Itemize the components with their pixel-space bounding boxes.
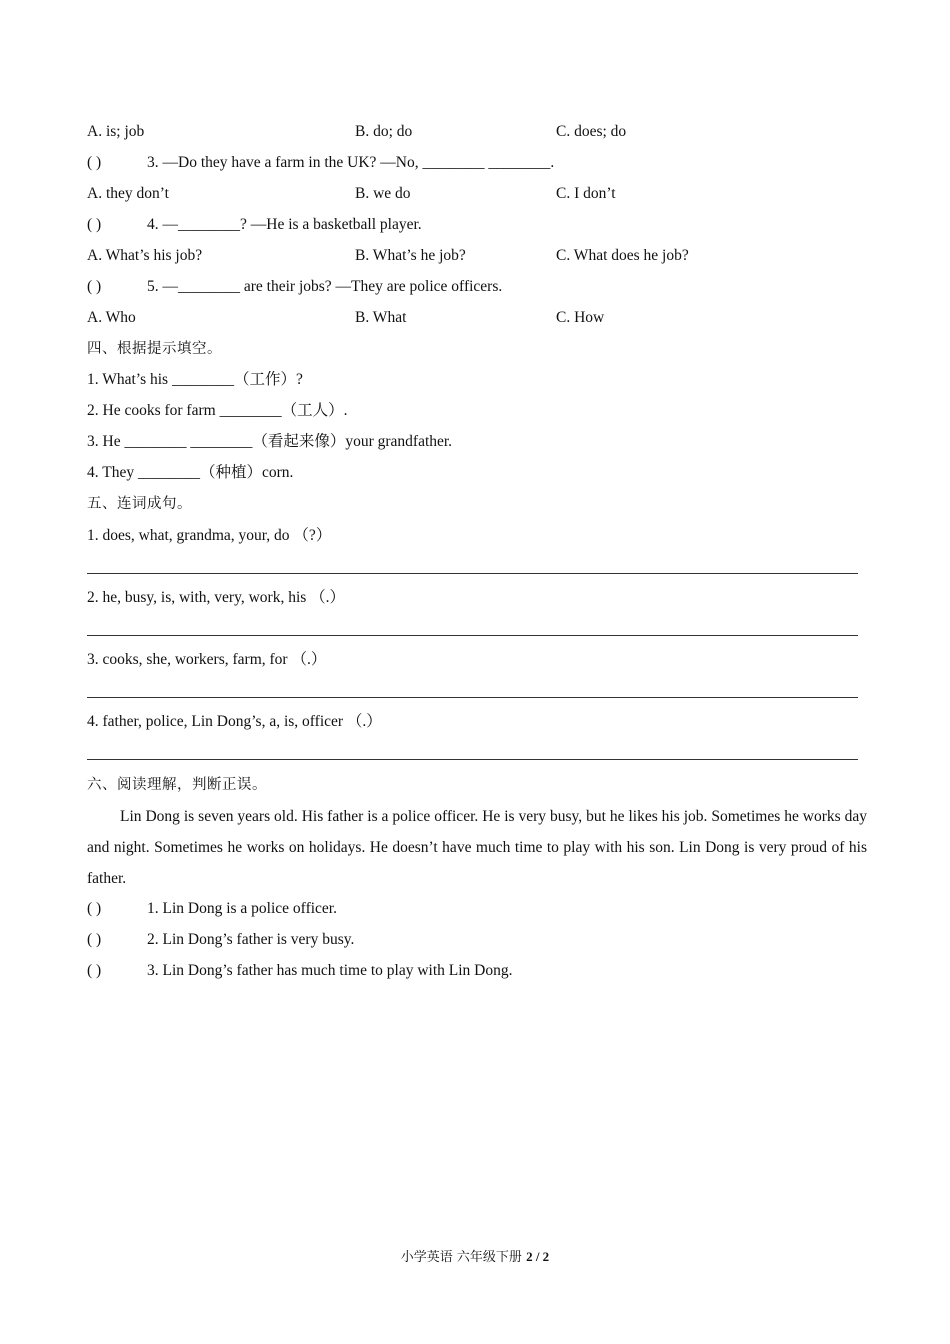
answer-bracket[interactable]: ( ) — [87, 962, 102, 979]
judgement-1 — [87, 899, 337, 919]
q5-option-c: C. How — [556, 309, 605, 326]
q2-option-a: A. is; job — [87, 123, 145, 140]
q4-option-a: A. What’s his job? — [87, 247, 203, 264]
q4-option-b: B. What’s he job? — [355, 247, 466, 264]
sentence-item-4: 4. father, police, Lin Dong’s, a, is, officer （.） — [87, 713, 382, 730]
q5-option-a: A. Who — [87, 309, 136, 326]
answer-bracket[interactable]: ( ) — [87, 931, 102, 948]
answer-line-4[interactable] — [87, 759, 858, 760]
reading-passage-text: Lin Dong is seven years old. His father is a police officer. He is very busy, but he likes his job. Sometimes he works day and night. Sometimes he works on holidays. He doesn’t have much time to play with his son. Lin Dong is very proud of his father. — [87, 808, 867, 887]
q5-option-b: B. What — [355, 309, 407, 326]
q2-option-c: C. does; do — [556, 123, 627, 140]
q3-option-a: A. they don’t — [87, 185, 169, 202]
q4-option-c: C. What does he job? — [556, 247, 689, 264]
footer-text: 小学英语 六年级下册 — [400, 1250, 527, 1265]
sentence-item-3: 3. cooks, she, workers, farm, for （.） — [87, 651, 327, 668]
answer-bracket[interactable]: ( ) — [87, 900, 102, 917]
q3-option-c: C. I don’t — [556, 185, 616, 202]
question-5 — [87, 277, 502, 297]
question-4-prompt: 4. —________? —He is a basketball player. — [147, 216, 422, 233]
q3-option-b: B. we do — [355, 185, 411, 202]
answer-line-1[interactable] — [87, 573, 858, 574]
sentence-item-1: 1. does, what, grandma, your, do （?） — [87, 527, 332, 544]
judgement-3 — [87, 961, 512, 981]
question-3-prompt: 3. —Do they have a farm in the UK? —No, ________ ________. — [147, 154, 555, 171]
fill-item-1: 1. What’s his ________（工作）? — [87, 371, 303, 388]
fill-item-2: 2. He cooks for farm ________（工人）. — [87, 402, 348, 419]
answer-line-2[interactable] — [87, 635, 858, 636]
judgement-2 — [87, 930, 354, 950]
section-4-heading: 四、根据提示填空。 — [87, 341, 222, 357]
fill-item-4: 4. They ________（种植）corn. — [87, 464, 294, 481]
question-3 — [87, 153, 554, 173]
question-5-prompt: 5. —________ are their jobs? —They are police officers. — [147, 278, 503, 295]
question-4 — [87, 215, 422, 235]
q2-option-b: B. do; do — [355, 123, 413, 140]
answer-bracket[interactable]: ( ) — [87, 216, 102, 233]
answer-line-3[interactable] — [87, 697, 858, 698]
page-number: 2 / 2 — [526, 1249, 550, 1264]
page-footer — [0, 1246, 950, 1265]
answer-bracket[interactable]: ( ) — [87, 154, 102, 171]
sentence-item-2: 2. he, busy, is, with, very, work, his （.） — [87, 589, 346, 606]
reading-passage — [87, 801, 867, 894]
judgement-1-text: 1. Lin Dong is a police officer. — [147, 900, 337, 917]
answer-bracket[interactable]: ( ) — [87, 278, 102, 295]
judgement-3-text: 3. Lin Dong’s father has much time to play with Lin Dong. — [147, 962, 513, 979]
fill-item-3: 3. He ________ ________（看起来像）your grandfather. — [87, 433, 453, 450]
section-6-heading: 六、阅读理解，判断正误。 — [87, 777, 267, 793]
section-5-heading: 五、连词成句。 — [87, 496, 192, 512]
judgement-2-text: 2. Lin Dong’s father is very busy. — [147, 931, 355, 948]
